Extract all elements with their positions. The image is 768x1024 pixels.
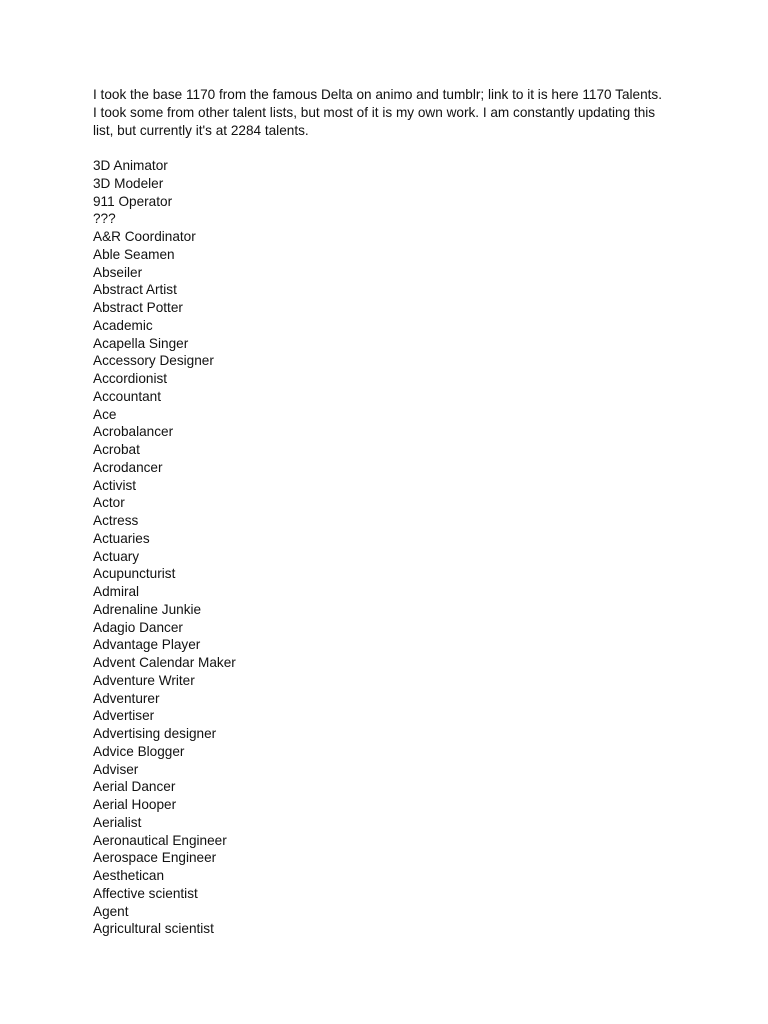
talent-list-item: Aerospace Engineer: [93, 850, 217, 866]
talent-list-item: Aerial Hooper: [93, 797, 177, 812]
talent-list-item: Activist: [93, 477, 137, 493]
talent-list: [93, 157, 663, 938]
talent-list-item: Acrodancer: [93, 459, 163, 475]
talent-list-item: Actor: [93, 495, 125, 511]
talent-list-item: Ace: [93, 406, 117, 422]
intro-paragraph: I took the base 1170 from the famous Delta on animo and tumblr; link to it is here 1170 Talents. I took some from other talent lists, but most of it is my own work. I am constantly updating this list, but currently it's at 2284 talents.: [93, 87, 662, 138]
talent-list-item: Acupuncturist: [93, 566, 176, 582]
talent-list-item: Advertiser: [93, 708, 155, 724]
talent-list-item: Accessory Designer: [93, 353, 214, 369]
talent-list-item: Acrobat: [93, 442, 140, 457]
talent-list-item: Actress: [93, 513, 139, 528]
talent-list-item: Academic: [93, 317, 153, 333]
talent-list-item: Actuary: [93, 548, 140, 564]
talent-list-item: Affective scientist: [93, 885, 198, 901]
talent-list-item: Actuaries: [93, 530, 150, 546]
talent-list-item: Aerialist: [93, 814, 142, 830]
talent-list-item: Adventure Writer: [93, 672, 195, 688]
talent-list-item: Abstract Artist: [93, 282, 177, 298]
talent-list-item: Advent Calendar Maker: [93, 655, 236, 670]
talent-list-item: Abstract Potter: [93, 300, 183, 315]
talent-list-item: Accountant: [93, 388, 162, 404]
talent-list-item: Adviser: [93, 761, 139, 777]
talent-list-item: 3D Modeler: [93, 175, 164, 191]
talent-list-item: Aesthetican: [93, 868, 165, 883]
talent-list-item: Agent: [93, 903, 129, 919]
talent-list-item: Adventurer: [93, 690, 160, 706]
talent-list-item: Acapella Singer: [93, 335, 189, 351]
talent-list-item: Aeronautical Engineer: [93, 832, 227, 848]
talent-list-item: Advantage Player: [93, 637, 201, 653]
talent-list-item: Aerial Dancer: [93, 779, 176, 795]
talent-list-item: ???: [93, 211, 116, 227]
talent-list-item: Adagio Dancer: [93, 619, 183, 635]
document-content: [93, 86, 663, 938]
talent-list-item: Advice Blogger: [93, 743, 185, 759]
talent-list-item: Acrobalancer: [93, 424, 174, 440]
talent-list-item: 3D Animator: [93, 158, 168, 173]
talent-list-item: Advertising designer: [93, 726, 217, 741]
talent-list-item: Abseiler: [93, 264, 143, 280]
talent-list-item: Able Seamen: [93, 246, 175, 262]
talent-list-item: 911 Operator: [93, 193, 173, 209]
talent-list-item: Adrenaline Junkie: [93, 601, 202, 617]
talent-list-item: Admiral: [93, 584, 140, 599]
talent-list-item: A&R Coordinator: [93, 229, 196, 244]
talent-list-item: Accordionist: [93, 371, 168, 386]
talent-list-item: Agricultural scientist: [93, 921, 214, 937]
